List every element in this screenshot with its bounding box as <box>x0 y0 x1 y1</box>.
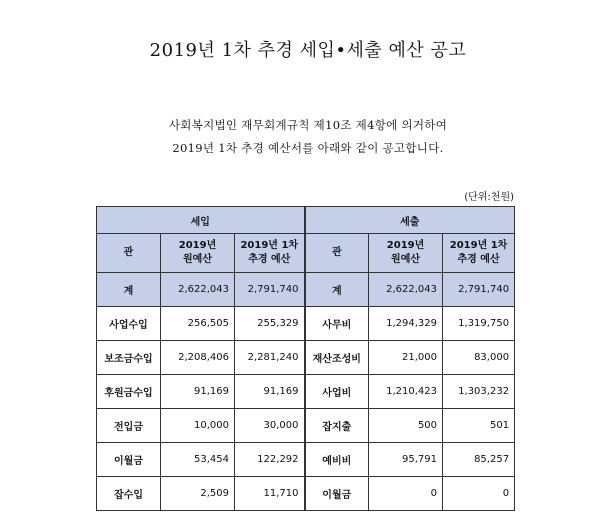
expense-revised-cell: 85,257 <box>443 443 515 477</box>
section-header-row <box>97 207 515 234</box>
table-row <box>97 341 515 375</box>
revised-header-line-1: 2019년 1차 <box>449 240 508 251</box>
revenue-original-budget-header <box>161 234 235 273</box>
revenue-revised-cell: 122,292 <box>235 443 305 477</box>
table-row <box>97 443 515 477</box>
revenue-original-cell: 10,000 <box>161 409 235 443</box>
revenue-original-cell: 2,208,406 <box>161 341 235 375</box>
revised-header-line-2: 추경 예산 <box>248 254 291 265</box>
revised-header-line-2: 추경 예산 <box>457 254 500 265</box>
revenue-revised-cell: 2,281,240 <box>235 341 305 375</box>
table-row <box>97 409 515 443</box>
column-header-row <box>97 234 515 273</box>
expense-item-cell: 사업비 <box>305 375 369 409</box>
expense-item-cell: 사무비 <box>305 307 369 341</box>
expense-original-cell: 95,791 <box>369 443 443 477</box>
expense-original-cell: 2,622,043 <box>369 273 443 307</box>
original-header-line-2: 원예산 <box>183 254 212 265</box>
revenue-item-cell: 이월금 <box>97 443 161 477</box>
original-header-line-1: 2019년 <box>178 240 217 251</box>
expense-original-cell: 0 <box>369 477 443 511</box>
expense-original-budget-header <box>369 234 443 273</box>
intro-line-2: 2019년 1차 추경 예산서를 아래와 같이 공고합니다. <box>172 141 444 155</box>
revenue-revised-cell: 255,329 <box>235 307 305 341</box>
unit-note: (단위:천원) <box>464 192 514 203</box>
revenue-original-cell: 53,454 <box>161 443 235 477</box>
expense-section-header: 세출 <box>305 207 515 234</box>
revenue-revised-cell: 11,710 <box>235 477 305 511</box>
expense-item-cell: 이월금 <box>305 477 369 511</box>
expense-item-cell: 잡지출 <box>305 409 369 443</box>
table-row <box>97 307 515 341</box>
revenue-section-header: 세입 <box>97 207 305 234</box>
original-header-line-2: 원예산 <box>391 254 421 265</box>
revenue-revised-cell: 2,791,740 <box>235 273 305 307</box>
expense-original-cell: 500 <box>369 409 443 443</box>
revenue-original-cell: 2,509 <box>161 477 235 511</box>
expense-revised-cell: 1,303,232 <box>443 375 515 409</box>
expense-original-cell: 1,210,423 <box>369 375 443 409</box>
revenue-item-cell: 보조금수입 <box>97 341 161 375</box>
revenue-item-cell: 후원금수입 <box>97 375 161 409</box>
revised-header-line-1: 2019년 1차 <box>240 240 299 251</box>
expense-revised-cell: 501 <box>443 409 515 443</box>
revenue-revised-cell: 30,000 <box>235 409 305 443</box>
table-row <box>97 375 515 409</box>
expense-revised-cell: 1,319,750 <box>443 307 515 341</box>
original-header-line-1: 2019년 <box>386 240 425 251</box>
revenue-item-header: 관 <box>97 234 161 273</box>
expense-item-cell: 재산조성비 <box>305 341 369 375</box>
total-row <box>97 273 515 307</box>
revenue-revised-cell: 91,169 <box>235 375 305 409</box>
expense-revised-cell: 0 <box>443 477 515 511</box>
intro-line-1: 사회복지법인 재무회계규칙 제10조 제4항에 의거하여 <box>168 118 448 132</box>
revenue-item-cell: 사업수입 <box>97 307 161 341</box>
expense-item-cell: 예비비 <box>305 443 369 477</box>
expense-original-cell: 1,294,329 <box>369 307 443 341</box>
revenue-item-cell: 잡수입 <box>97 477 161 511</box>
revenue-original-cell: 2,622,043 <box>161 273 235 307</box>
expense-item-cell: 계 <box>305 273 369 307</box>
revenue-item-cell: 전입금 <box>97 409 161 443</box>
expense-revised-cell: 2,791,740 <box>443 273 515 307</box>
revenue-original-cell: 91,169 <box>161 375 235 409</box>
budget-table <box>96 206 515 511</box>
expense-revised-cell: 83,000 <box>443 341 515 375</box>
revenue-original-cell: 256,505 <box>161 307 235 341</box>
expense-revised-budget-header <box>443 234 515 273</box>
page-title: 2019년 1차 추경 세입•세출 예산 공고 <box>149 40 467 61</box>
expense-item-header: 관 <box>305 234 369 273</box>
revenue-revised-budget-header <box>235 234 305 273</box>
expense-original-cell: 21,000 <box>369 341 443 375</box>
table-row <box>97 477 515 511</box>
revenue-item-cell: 계 <box>97 273 161 307</box>
